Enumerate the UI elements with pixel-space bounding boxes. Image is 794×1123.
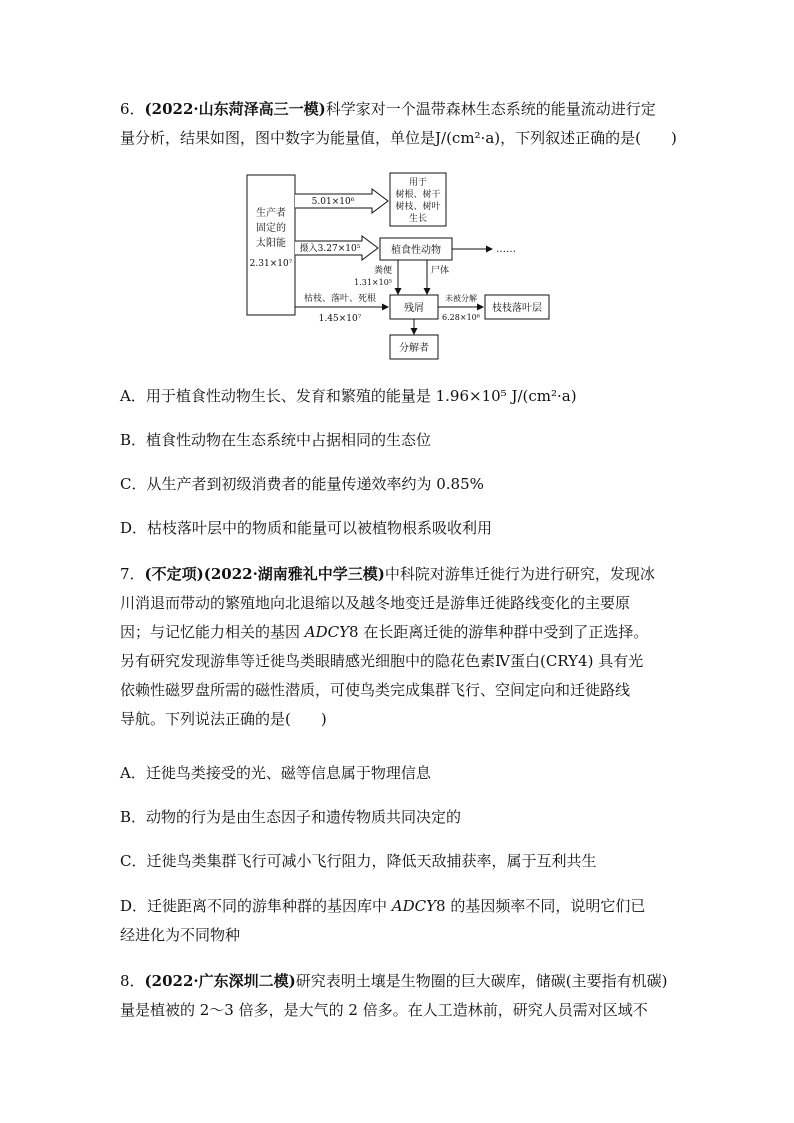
arrow-growth-value: 5.01×10⁶ xyxy=(311,197,355,207)
q7-gene-num: 8 xyxy=(349,623,359,641)
producer-value: 2.31×10⁷ xyxy=(249,259,293,269)
producer-line2: 固定的 xyxy=(256,223,286,234)
question-6 xyxy=(120,95,680,153)
growth-line3: 树枝、树叶 xyxy=(395,202,441,212)
q7-option-a[interactable]: A．迁徙鸟类接受的光、磁等信息属于物理信息 xyxy=(120,764,431,782)
q6-number: 6． xyxy=(120,100,145,118)
q8-source: (2022·广东深圳二模) xyxy=(144,972,296,990)
q7-number: 7． xyxy=(120,565,145,583)
q7-optD-part2: 的基因频率不同，说明它们已 xyxy=(445,897,646,915)
branches-label: 枯枝、落叶、死根 xyxy=(303,294,377,304)
q8-number: 8． xyxy=(120,972,145,990)
q6-stem-line1: 科学家对一个温带森林生态系统的能量流动进行定 xyxy=(325,100,656,118)
growth-line2: 树根、树干 xyxy=(395,190,441,200)
herbivore-label: 植食性动物 xyxy=(391,245,441,256)
q7-line6: 导航。下列说法正确的是( ) xyxy=(120,710,327,728)
producer-line1: 生产者 xyxy=(256,208,286,219)
q7-option-d[interactable] xyxy=(120,892,680,950)
q7-line2: 川消退而带动的繁殖地向北退缩以及越冬地变迁是游隼迁徙路线变化的主要原 xyxy=(120,594,631,612)
litter-label: 枝枝落叶层 xyxy=(492,303,542,314)
question-7 xyxy=(120,560,680,734)
q8-line2: 量是植被的 2～3 倍多，是大气的 2 倍多。在人工造林前，研究人员需对区域不 xyxy=(120,1001,648,1019)
q6-stem-line2: 量分析，结果如图，图中数字为能量值，单位是J/(cm²·a)，下列叙述正确的是( ) xyxy=(120,129,677,147)
q8-line1: 研究表明土壤是生物圈的巨大碳库，储碳(主要指有机碳) xyxy=(295,972,668,990)
q6-option-a[interactable]: A．用于植食性动物生长、发育和繁殖的能量是 1.96×10⁵ J/(cm²·a) xyxy=(120,387,577,405)
decomposer-label: 分解者 xyxy=(399,343,429,354)
q7-option-c[interactable]: C．迁徙鸟类集群飞行可减小飞行阻力，降低天敌捕获率，属于互利共生 xyxy=(120,852,597,870)
producer-line3: 太阳能 xyxy=(256,238,286,249)
question-8 xyxy=(120,967,680,1025)
q7-line4: 另有研究发现游隼等迁徙鸟类眼睛感光细胞中的隐花色素Ⅳ蛋白(CRY4) 具有光 xyxy=(120,652,644,670)
q6-option-d[interactable]: D．枯枝落叶层中的物质和能量可以被植物根系吸收利用 xyxy=(120,519,493,537)
q6-option-b[interactable]: B．植食性动物在生态系统中占据相同的生态位 xyxy=(120,431,432,449)
energy-flow-diagram xyxy=(240,170,560,365)
q7-optD-line2: 经进化为不同物种 xyxy=(120,926,241,944)
branches-value: 1.45×10⁷ xyxy=(318,314,362,324)
q7-option-b[interactable]: B．动物的行为是由生态因子和遗传物质共同决定的 xyxy=(120,808,462,826)
growth-line1: 用于 xyxy=(408,178,428,188)
q7-optD-part1: D．迁徙距离不同的游隼种群的基因库中 xyxy=(120,897,392,915)
q7-source: (不定项)(2022·湖南雅礼中学三模) xyxy=(144,565,385,583)
q7-line3a: 因；与记忆能力相关的基因 xyxy=(120,623,305,641)
q7-optD-gene: ADCY xyxy=(391,897,437,915)
residue-label: 残屑 xyxy=(404,303,424,314)
q7-line5: 依赖性磁罗盘所需的磁性潜质，可使鸟类完成集群飞行、空间定向和迁徙路线 xyxy=(120,681,631,699)
undecomposed-value: 6.28×10⁶ xyxy=(442,313,480,322)
q7-optD-gene-num: 8 xyxy=(436,897,446,915)
arrow-intake-value: 摄入3.27×10⁵ xyxy=(299,244,361,254)
undecomposed-label: 未被分解 xyxy=(445,294,477,303)
feces-label: 粪便 xyxy=(373,266,392,276)
q6-option-c[interactable]: C．从生产者到初级消费者的能量传递效率约为 0.85% xyxy=(120,475,484,493)
q7-gene: ADCY xyxy=(304,623,350,641)
feces-value: 1.31×10⁵ xyxy=(354,278,392,287)
q7-line1: 中科院对游隼迁徙行为进行研究，发现冰 xyxy=(384,565,655,583)
q7-line3b: 在长距离迁徙的游隼种群中受到了正选择。 xyxy=(358,623,649,641)
q6-source: (2022·山东菏泽高三一模) xyxy=(144,100,326,118)
corpse-label: 尸体 xyxy=(431,266,450,276)
growth-line4: 生长 xyxy=(408,214,428,224)
ellipsis: …… xyxy=(496,244,516,255)
